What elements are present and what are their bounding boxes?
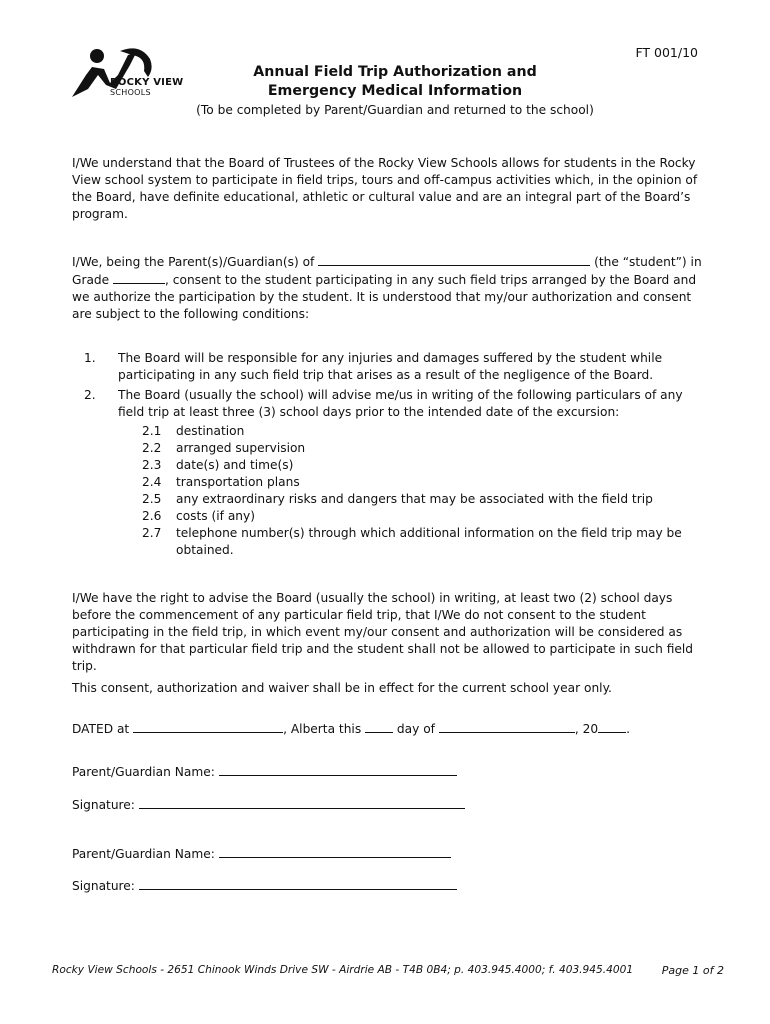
- dated-day-field[interactable]: [365, 720, 393, 733]
- guardian-name-row-2: [72, 845, 451, 861]
- list-item: [130, 491, 704, 508]
- signature-field-2[interactable]: [139, 877, 457, 890]
- consent-text-2: (the “student”) in Grade: [72, 255, 702, 287]
- student-name-field[interactable]: [318, 253, 590, 266]
- grade-field[interactable]: [113, 271, 165, 284]
- dated-place-field[interactable]: [133, 720, 283, 733]
- guardian-name-row-1: [72, 763, 457, 779]
- particular-text: transportation plans: [176, 475, 300, 489]
- dated-day-of-text: day of: [396, 722, 435, 736]
- guardian-name-field-1[interactable]: [219, 763, 457, 776]
- particular-number: 2.6: [142, 509, 162, 523]
- particular-number: 2.4: [142, 475, 162, 489]
- particular-number: 2.3: [142, 458, 162, 472]
- condition-number: 1.: [84, 351, 96, 365]
- conditions-list: [72, 350, 704, 562]
- consent-text-1: I/We, being the Parent(s)/Guardian(s) of: [72, 255, 315, 269]
- particulars-list: [130, 423, 704, 559]
- particular-number: 2.2: [142, 441, 162, 455]
- list-item: [130, 440, 704, 457]
- particular-text: arranged supervision: [176, 441, 306, 455]
- guardian-name-field-2[interactable]: [219, 845, 451, 858]
- title-line-1: Annual Field Trip Authorization and: [253, 64, 537, 80]
- guardian-name-label: Parent/Guardian Name:: [72, 765, 215, 779]
- dated-period: .: [626, 722, 630, 736]
- particular-text: telephone number(s) through which additional information on the field trip may be obtained.: [176, 526, 682, 557]
- list-item: [130, 457, 704, 474]
- list-item: [130, 474, 704, 491]
- signature-row-1: [72, 796, 465, 812]
- list-item: [130, 423, 704, 440]
- effect-paragraph: This consent, authorization and waiver shall be in effect for the current school year only.: [72, 681, 612, 695]
- condition-text: The Board will be responsible for any injuries and damages suffered by the student while participating in any such field trip that arises as a result of the negligence of the Board.: [118, 351, 663, 382]
- list-item: [130, 525, 704, 559]
- particular-text: destination: [176, 424, 245, 438]
- intro-paragraph: I/We understand that the Board of Trustees of the Rocky View Schools allows for students in the Rocky View school system to participate in field trips, tours and off-campus activities which, in the opinion of the Board, have definite educational, athletic or cultural value and are an integral part of the Board’s program.: [72, 156, 698, 221]
- dated-label: DATED at: [72, 722, 130, 736]
- signature-field-1[interactable]: [139, 796, 465, 809]
- signature-row-2: [72, 877, 457, 893]
- list-item: [130, 508, 704, 525]
- condition-text: The Board (usually the school) will advise me/us in writing of the following particulars of any field trip at least three (3) school days prior to the intended date of the excursion:: [118, 388, 683, 419]
- particular-number: 2.7: [142, 526, 162, 540]
- particular-number: 2.1: [142, 424, 162, 438]
- subtitle: (To be completed by Parent/Guardian and returned to the school): [196, 103, 594, 117]
- form-code: FT 001/10: [635, 45, 698, 60]
- dated-year-field[interactable]: [598, 720, 626, 733]
- dated-year-prefix: , 20: [574, 722, 599, 736]
- particular-text: date(s) and time(s): [176, 458, 294, 472]
- logo-text-rocky-view: ROCKY VIEW: [110, 77, 184, 88]
- title-line-2: Emergency Medical Information: [267, 83, 523, 99]
- withdraw-paragraph: I/We have the right to advise the Board (usually the school) in writing, at least two (2) school days before the commencement of any particular field trip, that I/We do not consent to the student participating in the field trip, in which event my/our consent and authorization will be considered as withdrawn for that particular field trip and the student shall not be allowed to participate in such field trip.: [72, 591, 694, 673]
- dated-month-field[interactable]: [439, 720, 575, 733]
- dated-alberta-text: , Alberta this: [283, 722, 362, 736]
- logo-text-schools: SCHOOLS: [110, 88, 151, 97]
- particular-text: costs (if any): [176, 509, 255, 523]
- consent-paragraph: [72, 253, 704, 323]
- footer-address: Rocky View Schools - 2651 Chinook Winds Drive SW - Airdrie AB - T4B 0B4; p. 403.945.4000; f. 403.945.4001: [52, 964, 634, 976]
- signature-label: Signature:: [72, 798, 135, 812]
- signature-label: Signature:: [72, 879, 135, 893]
- consent-text-3: , consent to the student participating in any such field trips arranged by the Board and we authorize the participation by the student. It is understood that my/our authorization and consent are subject to the following conditions:: [72, 273, 697, 321]
- condition-number: 2.: [84, 388, 96, 402]
- dated-row: [72, 720, 630, 736]
- guardian-name-label: Parent/Guardian Name:: [72, 847, 215, 861]
- list-item: [72, 350, 704, 384]
- particular-number: 2.5: [142, 492, 162, 506]
- page-number: Page 1 of 2: [661, 964, 724, 977]
- list-item: [72, 387, 704, 559]
- particular-text: any extraordinary risks and dangers that may be associated with the field trip: [176, 492, 653, 506]
